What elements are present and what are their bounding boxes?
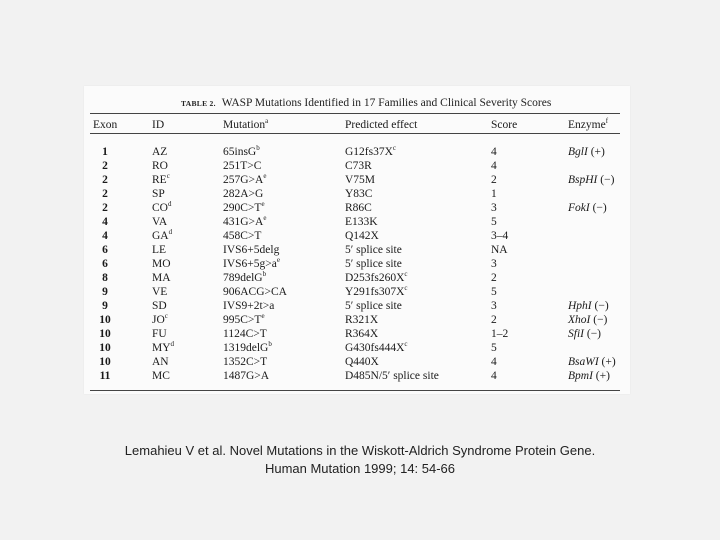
cell-mutation: 282A>G	[223, 188, 264, 200]
cell-score: 4	[491, 146, 497, 158]
cell-id: $MY^d$	[152, 340, 175, 354]
cell-exon: 10	[99, 314, 111, 326]
cell-id: VA	[152, 216, 168, 228]
cell-id: VE	[152, 286, 168, 298]
table-row	[84, 258, 630, 272]
cell-exon: 6	[102, 244, 108, 256]
table-row	[84, 216, 630, 230]
cell-mutation: IVS9+2t>a	[223, 300, 275, 312]
cell-exon: 10	[99, 328, 111, 340]
cell-predicted-effect: R321X	[345, 314, 379, 326]
table-title-text: WASP Mutations Identified in 17 Families and Clinical Severity Scores	[221, 97, 552, 109]
cell-score: 4	[491, 370, 497, 382]
cell-mutation: 458C>T	[223, 230, 262, 242]
table-row	[84, 356, 630, 370]
table-label: TABLE 2.	[181, 99, 216, 108]
cell-mutation: $995C>T^e$	[223, 312, 265, 326]
cell-exon: 6	[102, 258, 108, 270]
cell-mutation: $IVS6+5g>a^e$	[223, 256, 280, 270]
bottom-rule	[90, 390, 620, 391]
cell-id: $RE^c$	[152, 172, 170, 186]
table-row	[84, 202, 630, 216]
header-exon: Exon	[93, 119, 118, 131]
cell-exon: 1	[102, 146, 108, 158]
cell-predicted-effect: $G430fs444X^c$	[345, 340, 408, 354]
cell-exon: 4	[102, 230, 108, 242]
table-figure	[84, 86, 630, 394]
cell-mutation: 789delG$^b$	[223, 270, 267, 284]
cell-enzyme: BsaWI (+)	[568, 356, 616, 368]
cell-score: 5	[491, 286, 497, 298]
header-rule	[90, 133, 620, 134]
cell-mutation: 65insG$^b$	[223, 144, 260, 158]
cell-mutation: $290C>T^e$	[223, 200, 265, 214]
cell-enzyme: BglI (+)	[568, 146, 605, 158]
cell-predicted-effect: C73R	[345, 160, 372, 172]
table-row	[84, 272, 630, 286]
header-mutation: Mutation$^a$	[223, 117, 269, 131]
cell-score: 3–4	[491, 230, 509, 242]
cell-score: 3	[491, 202, 497, 214]
table-title	[181, 97, 551, 109]
cell-id: MA	[152, 272, 171, 284]
cell-id: MC	[152, 370, 170, 382]
cell-predicted-effect: 5′ splice site	[345, 244, 402, 256]
cell-enzyme: BspHI (−)	[568, 174, 615, 186]
cell-id: RO	[152, 160, 168, 172]
cell-mutation: IVS6+5delg	[223, 244, 280, 256]
table-row	[84, 286, 630, 300]
cell-score: 2	[491, 314, 497, 326]
cell-enzyme: SfiI (−)	[568, 328, 602, 340]
top-rule	[90, 113, 620, 114]
caption-line-1: Lemahieu V et al. Novel Mutations in the Wiskott-Aldrich Syndrome Protein Gene.	[124, 443, 596, 458]
cell-id: $CO^d$	[152, 200, 172, 214]
cell-mutation: 251T>C	[223, 160, 262, 172]
cell-exon: 9	[102, 286, 108, 298]
cell-score: 3	[491, 300, 497, 312]
cell-mutation: 906ACG>CA	[223, 286, 287, 298]
cell-enzyme: FokI (−)	[568, 202, 607, 214]
table-row	[84, 188, 630, 202]
cell-mutation: 1487G>A	[223, 370, 270, 382]
cell-exon: 10	[99, 356, 111, 368]
cell-id: AN	[152, 356, 169, 368]
cell-score: 5	[491, 216, 497, 228]
table-row	[84, 314, 630, 328]
cell-id: AZ	[152, 146, 168, 158]
cell-id: $GA^d$	[152, 228, 173, 242]
table-row	[84, 328, 630, 342]
cell-predicted-effect: Q142X	[345, 230, 379, 242]
table-row	[84, 244, 630, 258]
cell-mutation: $257G>A^e$	[223, 172, 267, 186]
cell-predicted-effect: 5′ splice site	[345, 258, 402, 270]
cell-exon: 8	[102, 272, 108, 284]
cell-predicted-effect: $D253fs260X^c$	[345, 270, 408, 284]
cell-exon: 2	[102, 202, 108, 214]
cell-id: $JO^c$	[152, 312, 168, 326]
citation-caption	[0, 442, 720, 478]
cell-predicted-effect: $G12fs37X^c$	[345, 144, 397, 158]
cell-score: 5	[491, 342, 497, 354]
table-row	[84, 230, 630, 244]
cell-score: 4	[491, 356, 497, 368]
cell-predicted-effect: 5′ splice site	[345, 300, 402, 312]
cell-score: 1	[491, 188, 497, 200]
cell-exon: 9	[102, 300, 108, 312]
cell-mutation: 1352C>T	[223, 356, 268, 368]
header-id: ID	[152, 119, 165, 131]
header-score: Score	[491, 119, 518, 131]
header-enzyme: Enzyme$^f$	[568, 117, 609, 131]
table-row	[84, 370, 630, 384]
cell-exon: 10	[99, 342, 111, 354]
cell-exon: 2	[102, 160, 108, 172]
cell-mutation: 1319delG$^b$	[223, 340, 272, 354]
cell-enzyme: HphI (−)	[568, 300, 609, 312]
cell-mutation: $431G>A^e$	[223, 214, 267, 228]
cell-id: SD	[152, 300, 167, 312]
cell-mutation: 1124C>T	[223, 328, 267, 340]
caption-line-2: Human Mutation 1999; 14: 54-66	[264, 461, 456, 476]
cell-predicted-effect: Y83C	[345, 188, 373, 200]
table-row	[84, 342, 630, 356]
cell-predicted-effect: R86C	[345, 202, 372, 214]
cell-id: MO	[152, 258, 171, 270]
cell-score: NA	[491, 244, 508, 256]
cell-score: 1–2	[491, 328, 509, 340]
cell-predicted-effect: $Y291fs307X^c$	[345, 284, 408, 298]
cell-predicted-effect: D485N/5′ splice site	[345, 370, 439, 382]
cell-score: 2	[491, 272, 497, 284]
cell-score: 4	[491, 160, 497, 172]
cell-enzyme: XhoI (−)	[568, 314, 608, 326]
cell-predicted-effect: V75M	[345, 174, 376, 186]
cell-id: SP	[152, 188, 165, 200]
table-row	[84, 146, 630, 160]
cell-score: 2	[491, 174, 497, 186]
cell-id: LE	[152, 244, 167, 256]
cell-exon: 2	[102, 174, 108, 186]
table-row	[84, 174, 630, 188]
cell-exon: 2	[102, 188, 108, 200]
cell-score: 3	[491, 258, 497, 270]
cell-predicted-effect: E133K	[345, 216, 378, 228]
header-predicted-effect: Predicted effect	[345, 119, 418, 131]
cell-enzyme: BpmI (+)	[568, 370, 610, 382]
cell-predicted-effect: Q440X	[345, 356, 379, 368]
cell-predicted-effect: R364X	[345, 328, 379, 340]
cell-exon: 4	[102, 216, 108, 228]
cell-exon: 11	[99, 370, 111, 382]
cell-id: FU	[152, 328, 167, 340]
